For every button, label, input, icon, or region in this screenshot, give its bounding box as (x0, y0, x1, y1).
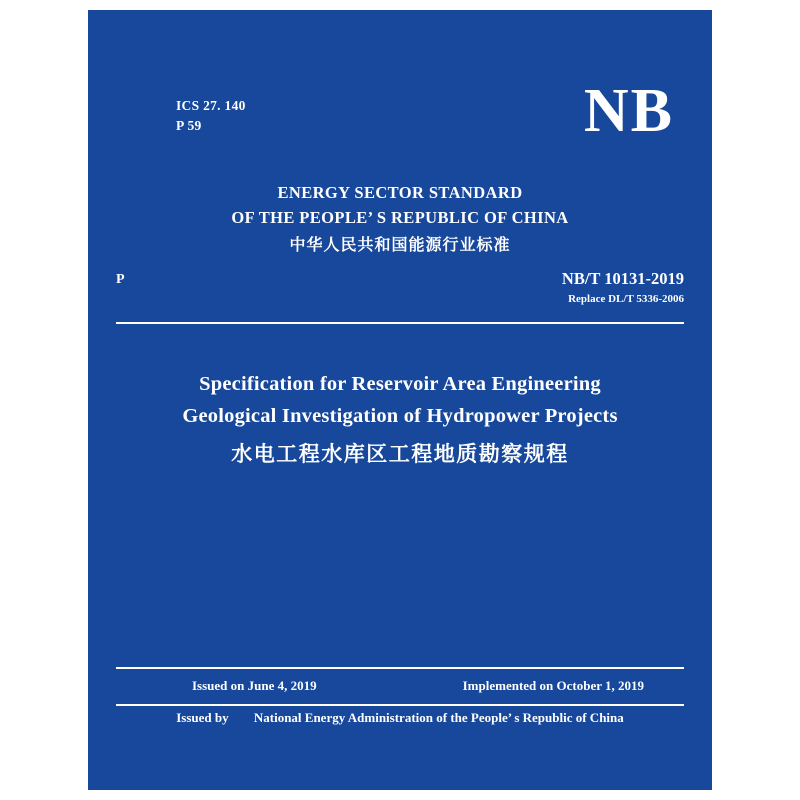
replaces-note: Replace DL/T 5336-2006 (568, 293, 684, 305)
ics-code: ICS 27. 140 (176, 98, 246, 113)
issued-date: Issued on June 4, 2019 (192, 678, 317, 693)
issuer-name: National Energy Administration of the People’ s Republic of China (253, 710, 624, 725)
standard-number: NB/T 10131-2019 (561, 269, 684, 288)
header-line-chinese: 中华人民共和国能源行业标准 (289, 235, 511, 254)
standard-cover (88, 10, 712, 790)
title-cn: 水电工程水库区工程地质勘察规程 (231, 442, 569, 466)
standard-number-block (562, 268, 684, 308)
title-en-line-1: Specification for Reservoir Area Engineering (199, 373, 601, 395)
nb-logo: NB (583, 77, 674, 145)
document-title (88, 368, 712, 476)
divider-top (116, 322, 684, 324)
implemented-date: Implemented on October 1, 2019 (462, 678, 644, 693)
cover-top-row (88, 77, 712, 160)
divider-bottom (116, 704, 684, 706)
code-row (88, 268, 712, 318)
ics-block (176, 96, 246, 136)
title-en-line-2: Geological Investigation of Hydropower Projects (182, 405, 618, 427)
divider-middle (116, 667, 684, 669)
issued-by-label: Issued by (176, 710, 229, 725)
standard-header (88, 180, 712, 260)
dates-row (88, 678, 712, 700)
classification-code: P 59 (176, 118, 202, 133)
issuer-row (88, 710, 712, 726)
classification-letter: P (116, 272, 125, 287)
header-line-2: OF THE PEOPLE’ S REPUBLIC OF CHINA (231, 208, 569, 227)
header-line-1: ENERGY SECTOR STANDARD (277, 183, 523, 202)
